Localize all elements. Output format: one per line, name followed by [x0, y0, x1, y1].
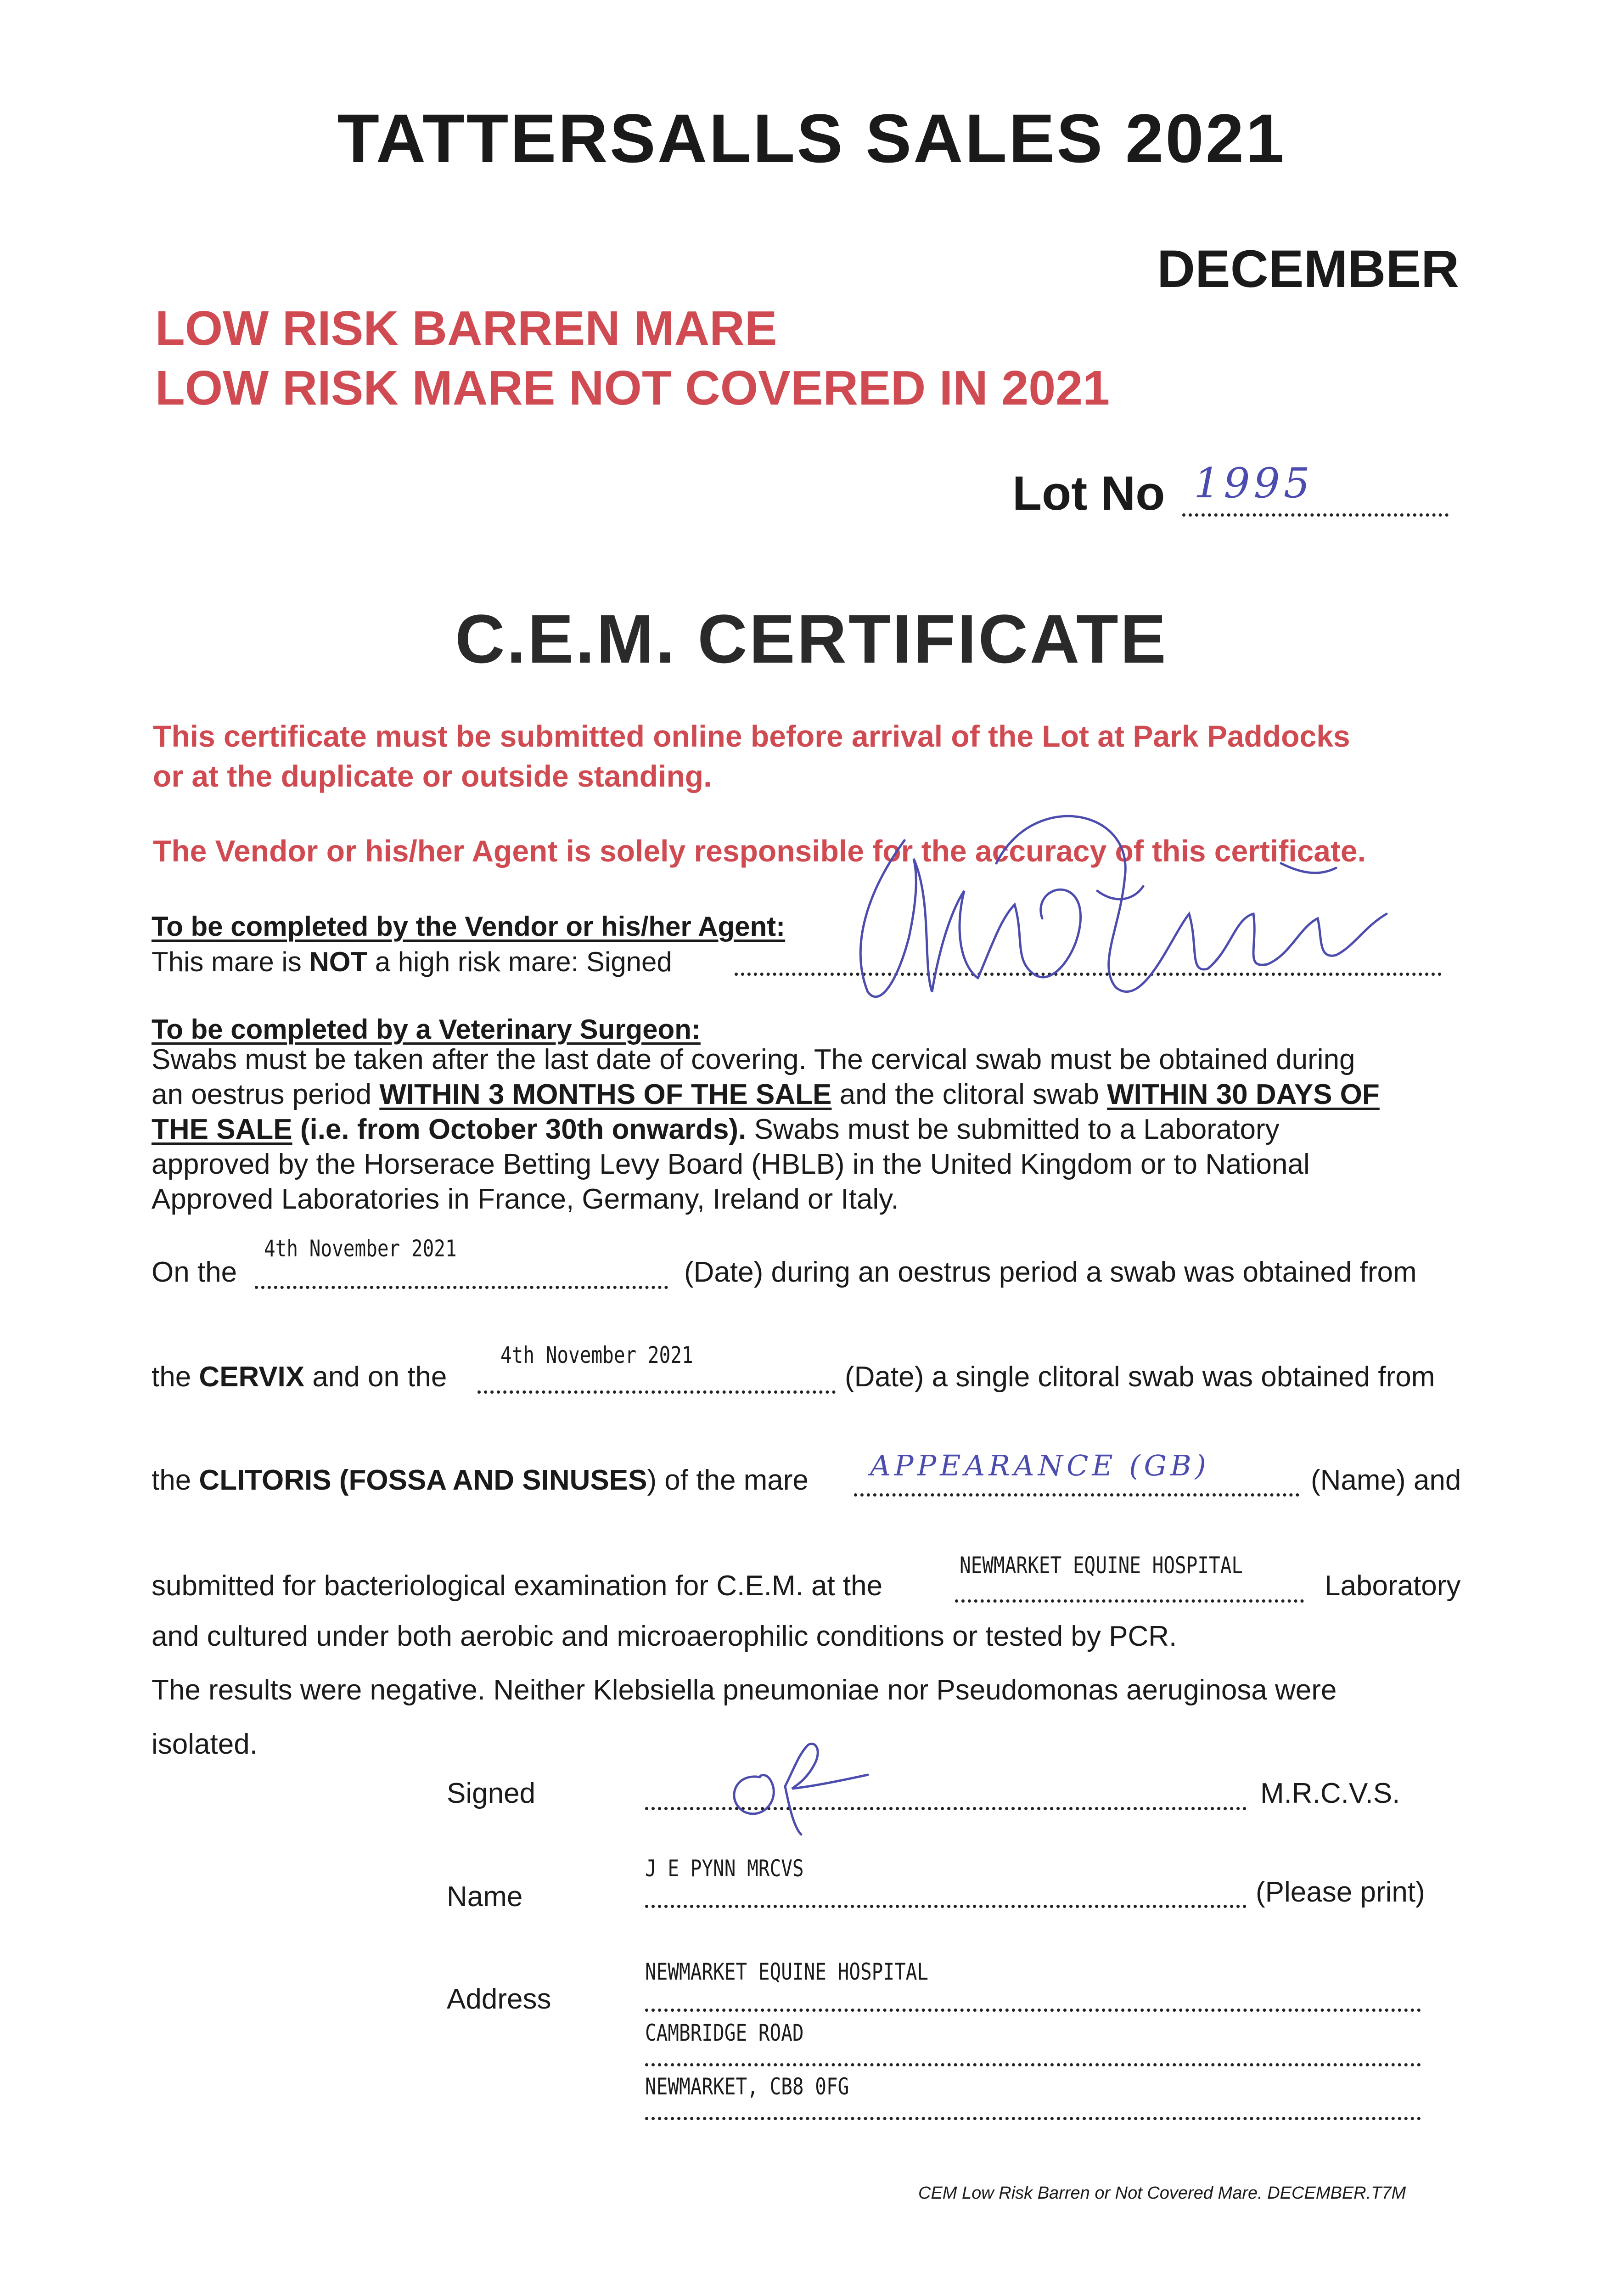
- vet-section-heading: To be completed by a Veterinary Surgeon:: [152, 1014, 701, 1045]
- of-the-mare: ) of the mare: [647, 1464, 809, 1496]
- lot-number: 1995: [1194, 459, 1314, 507]
- date-2-trailing-text: (Date) a single clitoral swab was obtained from: [845, 1361, 1435, 1393]
- document-title: TATTERSALLS SALES 2021: [337, 100, 1286, 177]
- vet-line-1: [152, 1042, 1469, 1077]
- category-line-2: LOW RISK MARE NOT COVERED IN 2021: [155, 361, 1110, 415]
- vet-p3-rest: Swabs must be submitted to a Laboratory: [746, 1114, 1280, 1145]
- vendor-text-post: a high risk mare: Signed: [367, 946, 672, 977]
- vendor-signature-icon: [840, 799, 1400, 1010]
- address-line-3: NEWMARKET, CB8 0FG: [645, 2073, 849, 2100]
- cervix-the: the: [152, 1361, 199, 1393]
- address-line-2-rule: [645, 2063, 1421, 2066]
- vet-p3-emphasis: THE SALE: [152, 1114, 292, 1145]
- vet-p4: approved by the Horserace Betting Levy Board (HBLB) in the United Kingdom or to National: [152, 1148, 1310, 1180]
- address-line-1: NEWMARKET EQUINE HOSPITAL: [645, 1958, 929, 1985]
- please-print-label: (Please print): [1256, 1876, 1425, 1908]
- vet-name-value: J E PYNN MRCVS: [645, 1855, 804, 1882]
- vet-p3-bold: (i.e. from October 30th onwards).: [292, 1114, 747, 1145]
- address-line-3-rule: [645, 2117, 1421, 2120]
- lot-number-line: [1182, 513, 1449, 517]
- vendor-text-not: NOT: [309, 946, 368, 977]
- mare-name-value: APPEARANCE (GB): [870, 1449, 1210, 1482]
- vet-p2-emphasis-1: WITHIN 3 MONTHS OF THE SALE: [379, 1079, 832, 1110]
- address-line-2: CAMBRIDGE ROAD: [645, 2020, 804, 2046]
- lot-label: Lot No: [1012, 467, 1165, 520]
- clitoris-label: CLITORIS (FOSSA AND SINUSES: [199, 1464, 647, 1496]
- address-label: Address: [447, 1983, 551, 2015]
- date-1-line: [255, 1286, 668, 1289]
- vet-line-5: [152, 1182, 1469, 1217]
- vet-signed-label: Signed: [447, 1778, 536, 1809]
- vet-p2-pre: an oestrus period: [152, 1079, 380, 1110]
- vet-p5: Approved Laboratories in France, Germany, Ireland or Italy.: [152, 1183, 899, 1215]
- vet-p2-emphasis-2: WITHIN 30 DAYS OF: [1107, 1079, 1380, 1110]
- sale-month: DECEMBER: [1157, 240, 1460, 298]
- footer-reference: CEM Low Risk Barren or Not Covered Mare. DECEMBER.T7M: [918, 2183, 1406, 2203]
- clitoris-the: the: [152, 1464, 199, 1496]
- laboratory-value: NEWMARKET EQUINE HOSPITAL: [960, 1552, 1243, 1579]
- cervix-label: CERVIX: [199, 1361, 305, 1393]
- category-line-1: LOW RISK BARREN MARE: [155, 301, 777, 355]
- vet-line-2: [152, 1077, 1469, 1112]
- and-on-the: and on the: [304, 1361, 447, 1393]
- vet-signature-icon: [716, 1731, 891, 1837]
- mrcvs-label: M.R.C.V.S.: [1260, 1778, 1400, 1809]
- vet-instructions: [152, 1042, 1469, 1217]
- laboratory-line: [955, 1599, 1304, 1603]
- vendor-statement: [152, 946, 672, 978]
- vet-p1: Swabs must be taken after the last date of covering. The cervical swab must be obtained during: [152, 1044, 1355, 1075]
- cultured-text: and cultured under both aerobic and microaerophilic conditions or tested by PCR.: [152, 1621, 1177, 1652]
- vet-name-line: [645, 1905, 1247, 1908]
- vet-line-4: [152, 1147, 1469, 1182]
- submitted-text: submitted for bacteriological examination for C.E.M. at the: [152, 1570, 883, 1602]
- certificate-title: C.E.M. CERTIFICATE: [455, 600, 1168, 677]
- date-1-trailing-text: (Date) during an oestrus period a swab was obtained from: [684, 1256, 1417, 1288]
- warning-line-1: This certificate must be submitted online before arrival of the Lot at Park Paddocks: [153, 719, 1350, 753]
- vet-line-3: [152, 1112, 1469, 1147]
- warning-line-3: The Vendor or his/her Agent is solely responsible for the accuracy of this certificate.: [153, 834, 1366, 868]
- results-line-1: The results were negative. Neither Klebsiella pneumoniae nor Pseudomonas aeruginosa were: [152, 1674, 1337, 1706]
- vendor-text-pre: This mare is: [152, 946, 309, 977]
- clitoris-text: [152, 1464, 809, 1497]
- address-line-1-rule: [645, 2009, 1421, 2012]
- vet-name-label: Name: [447, 1881, 523, 1913]
- vet-p2-mid: and the clitoral swab: [831, 1079, 1107, 1110]
- vendor-section-heading: To be completed by the Vendor or his/her Agent:: [152, 911, 786, 942]
- date-2-line: [477, 1390, 836, 1394]
- on-the-label: On the: [152, 1256, 237, 1288]
- cervix-text: [152, 1361, 447, 1393]
- warning-line-2: or at the duplicate or outside standing.: [153, 759, 712, 793]
- results-line-2: isolated.: [152, 1728, 258, 1760]
- date-2-value: 4th November 2021: [500, 1342, 693, 1368]
- mare-name-line: [854, 1493, 1299, 1497]
- name-and-text: (Name) and: [1311, 1464, 1461, 1496]
- laboratory-word: Laboratory: [1325, 1570, 1461, 1602]
- date-1-value: 4th November 2021: [264, 1235, 457, 1262]
